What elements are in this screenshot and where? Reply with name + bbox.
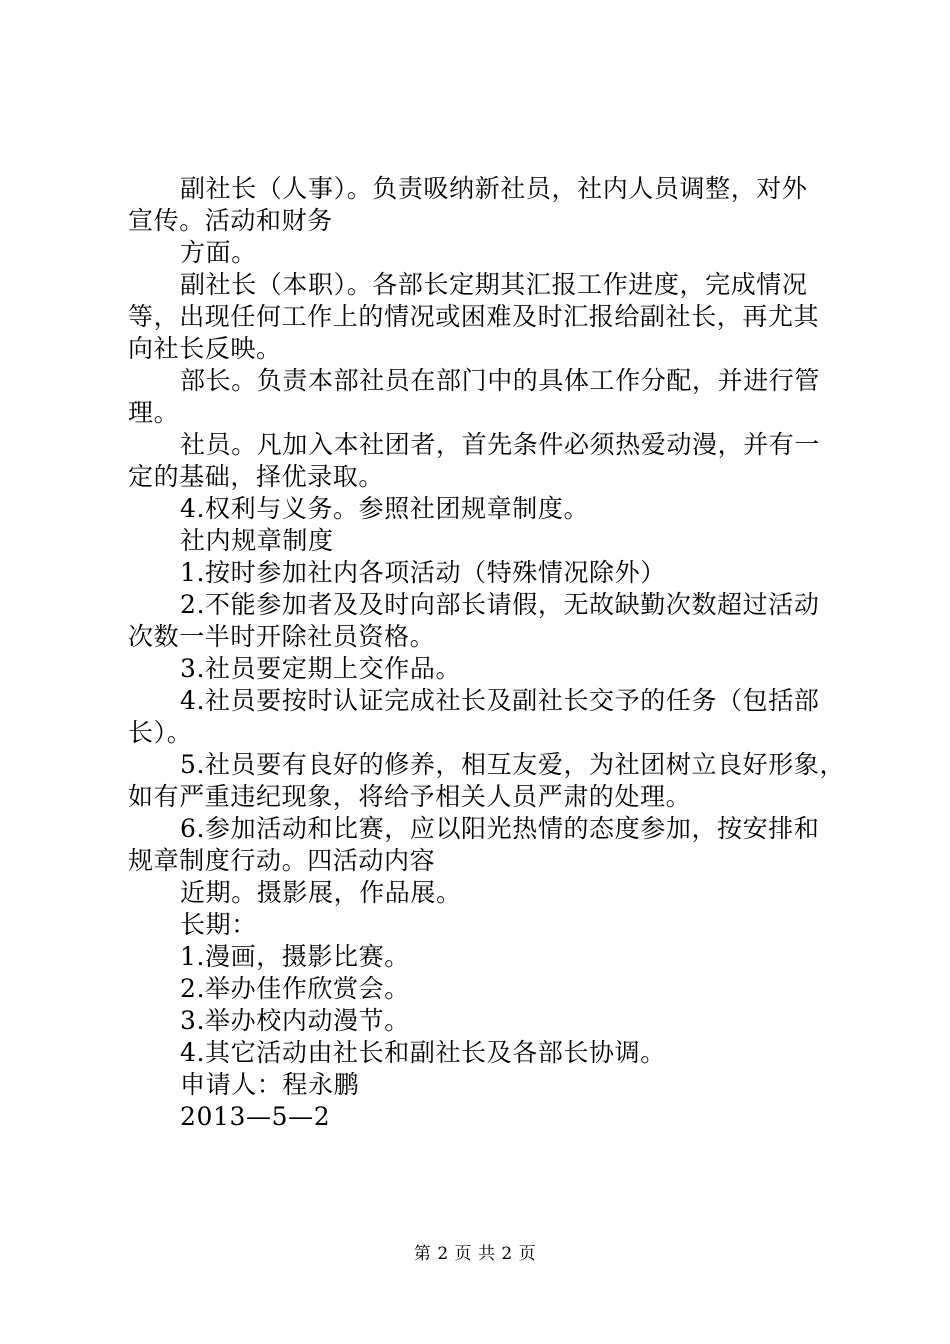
text-line: 3.举办校内动漫节。 [180,1006,410,1035]
text-line: 社内规章制度 [180,526,334,555]
text-line: 规章制度行动。四活动内容 [128,846,436,875]
text-line: 4.社员要按时认证完成社长及副社长交予的任务（包括部 [180,686,820,715]
text-line: 方面。 [180,238,257,267]
text-line: 副社长（人事）。负责吸纳新社员，社内人员调整，对外 [180,174,808,203]
text-line: 2013—5—2 [180,1102,331,1131]
document-body [128,173,846,1133]
text-line: 5.社员要有良好的修养，相互友爱，为社团树立良好形象， [180,750,846,779]
text-line: 社员。凡加入本社团者，首先条件必须热爱动漫，并有一 [180,430,821,459]
text-line: 长）。 [128,718,193,747]
text-line: 部长。负责本部社员在部门中的具体工作分配，并进行管 [180,366,821,395]
text-line: 副社长（本职）。各部长定期其汇报工作进度，完成情况 [180,270,808,299]
text-line: 如有严重违纪现象，将给予相关人员严肃的处理。 [128,782,692,811]
text-line: 4.其它活动由社长和副社长及各部长协调。 [180,1038,666,1067]
text-line: 宣传。活动和财务 [128,206,333,235]
text-line: 次数一半时开除社员资格。 [128,622,436,651]
text-line: 申请人：程永鹏 [180,1070,360,1099]
text-line: 向社长反映。 [128,334,282,363]
text-line: 1.漫画，摄影比赛。 [180,942,410,971]
text-line: 等，出现任何工作上的情况或困难及时汇报给副社长，再尤其 [128,302,820,331]
text-line: 6.参加活动和比赛，应以阳光热情的态度参加，按安排和 [180,814,820,843]
text-line: 2.不能参加者及及时向部长请假，无故缺勤次数超过活动 [180,590,820,619]
text-line: 定的基础，择优录取。 [128,462,385,491]
page-footer: 第 2 页 共 2 页 [413,1244,537,1264]
text-line: 近期。摄影展，作品展。 [180,878,462,907]
text-line: 理。 [128,398,180,427]
text-line: 3.社员要定期上交作品。 [180,654,462,683]
text-line: 1.按时参加社内各项活动（特殊情况除外） [180,558,666,587]
text-line: 2.举办佳作欣赏会。 [180,974,410,1003]
text-line: 长期： [180,910,257,939]
text-line: 4.权利与义务。参照社团规章制度。 [180,494,590,523]
